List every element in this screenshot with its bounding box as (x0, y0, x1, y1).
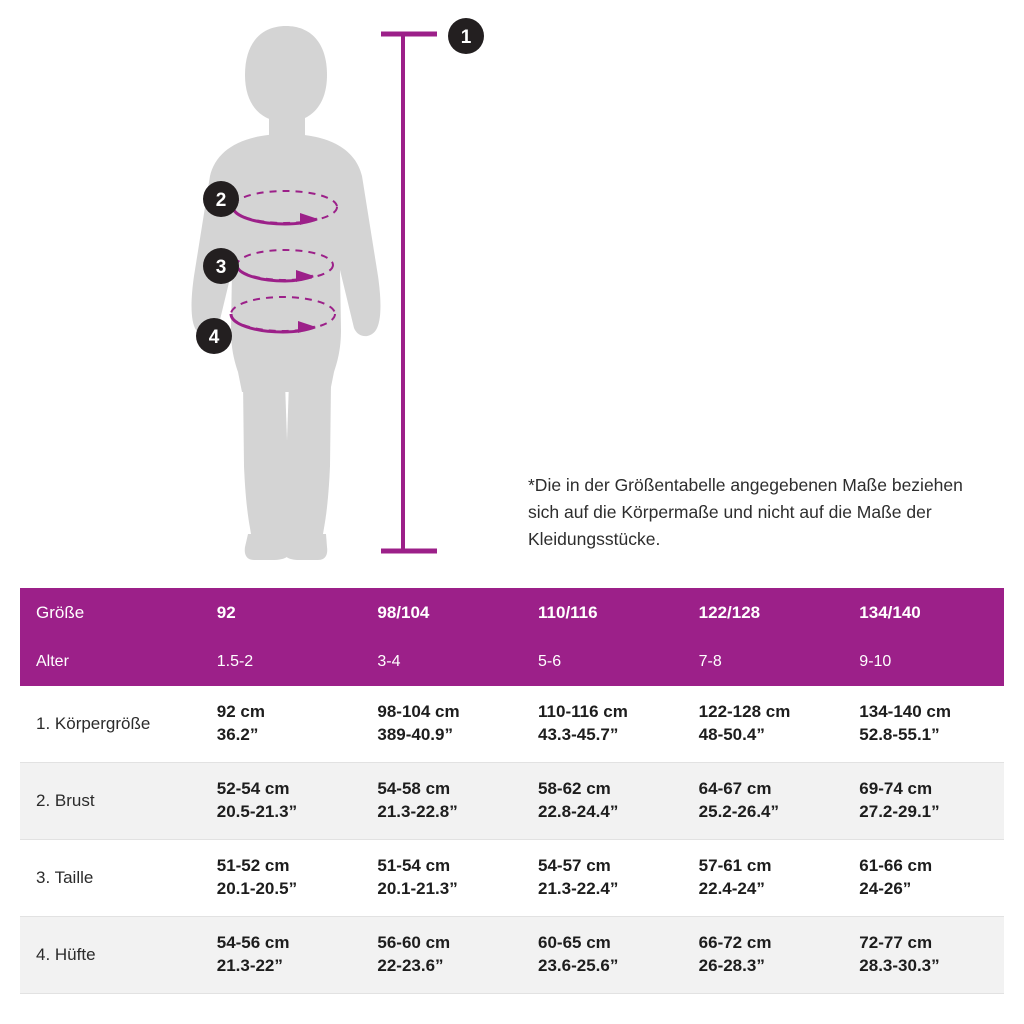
value-cm: 98-104 cm (377, 702, 460, 722)
age-value-2: 3-4 (377, 653, 401, 670)
header-size-cell-2 (361, 588, 522, 638)
row-value-cell (361, 763, 522, 840)
value-inch: 22.8-24.4” (538, 802, 619, 821)
header-size-cell-1 (201, 588, 362, 638)
value-cm: 54-56 cm (216, 933, 290, 953)
svg-text:4: 4 (208, 327, 220, 348)
row-value-cell (201, 917, 362, 994)
row-value-cell (683, 840, 844, 917)
row-value-cell (361, 840, 522, 917)
value-cm: 72-77 cm (859, 933, 933, 953)
value-inch: 22-23.6” (377, 956, 444, 975)
value-cm: 51-54 cm (377, 856, 451, 876)
value-inch: 20.5-21.3” (216, 802, 298, 821)
svg-text:1: 1 (460, 27, 472, 48)
value-inch: 52.8-55.1” (859, 725, 940, 744)
value-cm: 110-116 cm (538, 702, 628, 722)
marker-1-badge (448, 18, 484, 54)
value-cm: 61-66 cm (859, 856, 933, 876)
table-row (20, 686, 1004, 763)
row-value-cell (683, 763, 844, 840)
row-value-cell (843, 840, 1004, 917)
table-row (20, 917, 1004, 994)
value-inch: 27.2-29.1” (859, 802, 940, 821)
table-row (20, 763, 1004, 840)
value-inch: 20.1-20.5” (216, 879, 298, 898)
value-inch: 23.6-25.6” (538, 956, 619, 975)
row-value-cell (843, 917, 1004, 994)
header-size-label: Größe (36, 603, 85, 622)
row-label-cell (20, 917, 201, 994)
value-inch: 36.2” (216, 725, 259, 744)
value-cm: 54-57 cm (538, 856, 611, 876)
row-value-cell (683, 917, 844, 994)
value-cm: 56-60 cm (377, 933, 451, 953)
value-inch: 21.3-22.8” (377, 802, 458, 821)
value-inch: 22.4-24” (698, 879, 765, 898)
row-value-cell (522, 840, 683, 917)
row-label: 3. Taille (36, 868, 94, 887)
size-table (20, 588, 1004, 994)
age-value-1: 1.5-2 (216, 653, 254, 670)
header-age-cell-4 (683, 638, 844, 686)
value-cm: 69-74 cm (859, 779, 933, 799)
value-cm: 51-52 cm (216, 856, 290, 876)
header-age-cell-1 (201, 638, 362, 686)
measurement-note: *Die in der Größentabelle angegebenen Maße beziehen sich auf die Körpermaße und nicht auf die Maße der Kleidungsstücke. (528, 475, 963, 550)
size-value-4: 122/128 (698, 603, 761, 622)
header-size-cell-5 (843, 588, 1004, 638)
height-measure-line (381, 34, 437, 552)
row-value-cell (201, 686, 362, 763)
row-value-cell (843, 763, 1004, 840)
row-value-cell (683, 686, 844, 763)
header-size-cell-4 (683, 588, 844, 638)
value-inch: 24-26” (859, 879, 912, 898)
child-silhouette-icon (192, 26, 381, 560)
header-age-label-cell (20, 638, 201, 686)
table-row (20, 840, 1004, 917)
row-label-cell (20, 763, 201, 840)
age-value-5: 9-10 (859, 653, 892, 670)
value-inch: 26-28.3” (698, 956, 765, 975)
row-label-cell (20, 686, 201, 763)
row-label-cell (20, 840, 201, 917)
svg-text:2: 2 (215, 190, 227, 211)
value-inch: 389-40.9” (377, 725, 453, 744)
value-cm: 52-54 cm (216, 779, 290, 799)
marker-2-badge (203, 181, 239, 217)
value-cm: 92 cm (216, 702, 265, 722)
row-value-cell (522, 917, 683, 994)
size-value-3: 110/116 (538, 603, 598, 622)
value-cm: 64-67 cm (698, 779, 772, 799)
value-inch: 28.3-30.3” (859, 956, 940, 975)
marker-4-badge (196, 318, 232, 354)
marker-3-badge (203, 248, 239, 284)
row-value-cell (361, 686, 522, 763)
size-value-2: 98/104 (377, 603, 430, 622)
row-value-cell (522, 686, 683, 763)
row-label: 2. Brust (36, 791, 95, 810)
value-inch: 21.3-22” (216, 956, 283, 975)
value-cm: 54-58 cm (377, 779, 451, 799)
size-value-5: 134/140 (859, 603, 921, 622)
value-cm: 134-140 cm (859, 702, 951, 722)
size-value-1: 92 (216, 603, 236, 622)
age-value-4: 7-8 (698, 653, 722, 670)
value-cm: 57-61 cm (698, 856, 772, 876)
row-value-cell (201, 840, 362, 917)
header-age-cell-2 (361, 638, 522, 686)
value-inch: 21.3-22.4” (538, 879, 619, 898)
value-inch: 48-50.4” (698, 725, 765, 744)
table-header-size-row (20, 588, 1004, 638)
value-cm: 66-72 cm (698, 933, 772, 953)
age-value-3: 5-6 (538, 653, 562, 670)
row-label: 1. Körpergröße (36, 714, 151, 733)
value-inch: 20.1-21.3” (377, 879, 458, 898)
row-value-cell (201, 763, 362, 840)
header-age-cell-3 (522, 638, 683, 686)
row-value-cell (522, 763, 683, 840)
svg-text:3: 3 (215, 257, 227, 278)
value-cm: 58-62 cm (538, 779, 611, 799)
row-value-cell (361, 917, 522, 994)
header-size-cell-3 (522, 588, 683, 638)
header-age-cell-5 (843, 638, 1004, 686)
row-label: 4. Hüfte (36, 945, 96, 964)
header-size-label-cell (20, 588, 201, 638)
value-cm: 60-65 cm (538, 933, 611, 953)
row-value-cell (843, 686, 1004, 763)
table-header-age-row (20, 638, 1004, 686)
value-inch: 25.2-26.4” (698, 802, 779, 821)
header-age-label: Alter (36, 653, 69, 670)
value-inch: 43.3-45.7” (538, 725, 619, 744)
value-cm: 122-128 cm (698, 702, 791, 722)
